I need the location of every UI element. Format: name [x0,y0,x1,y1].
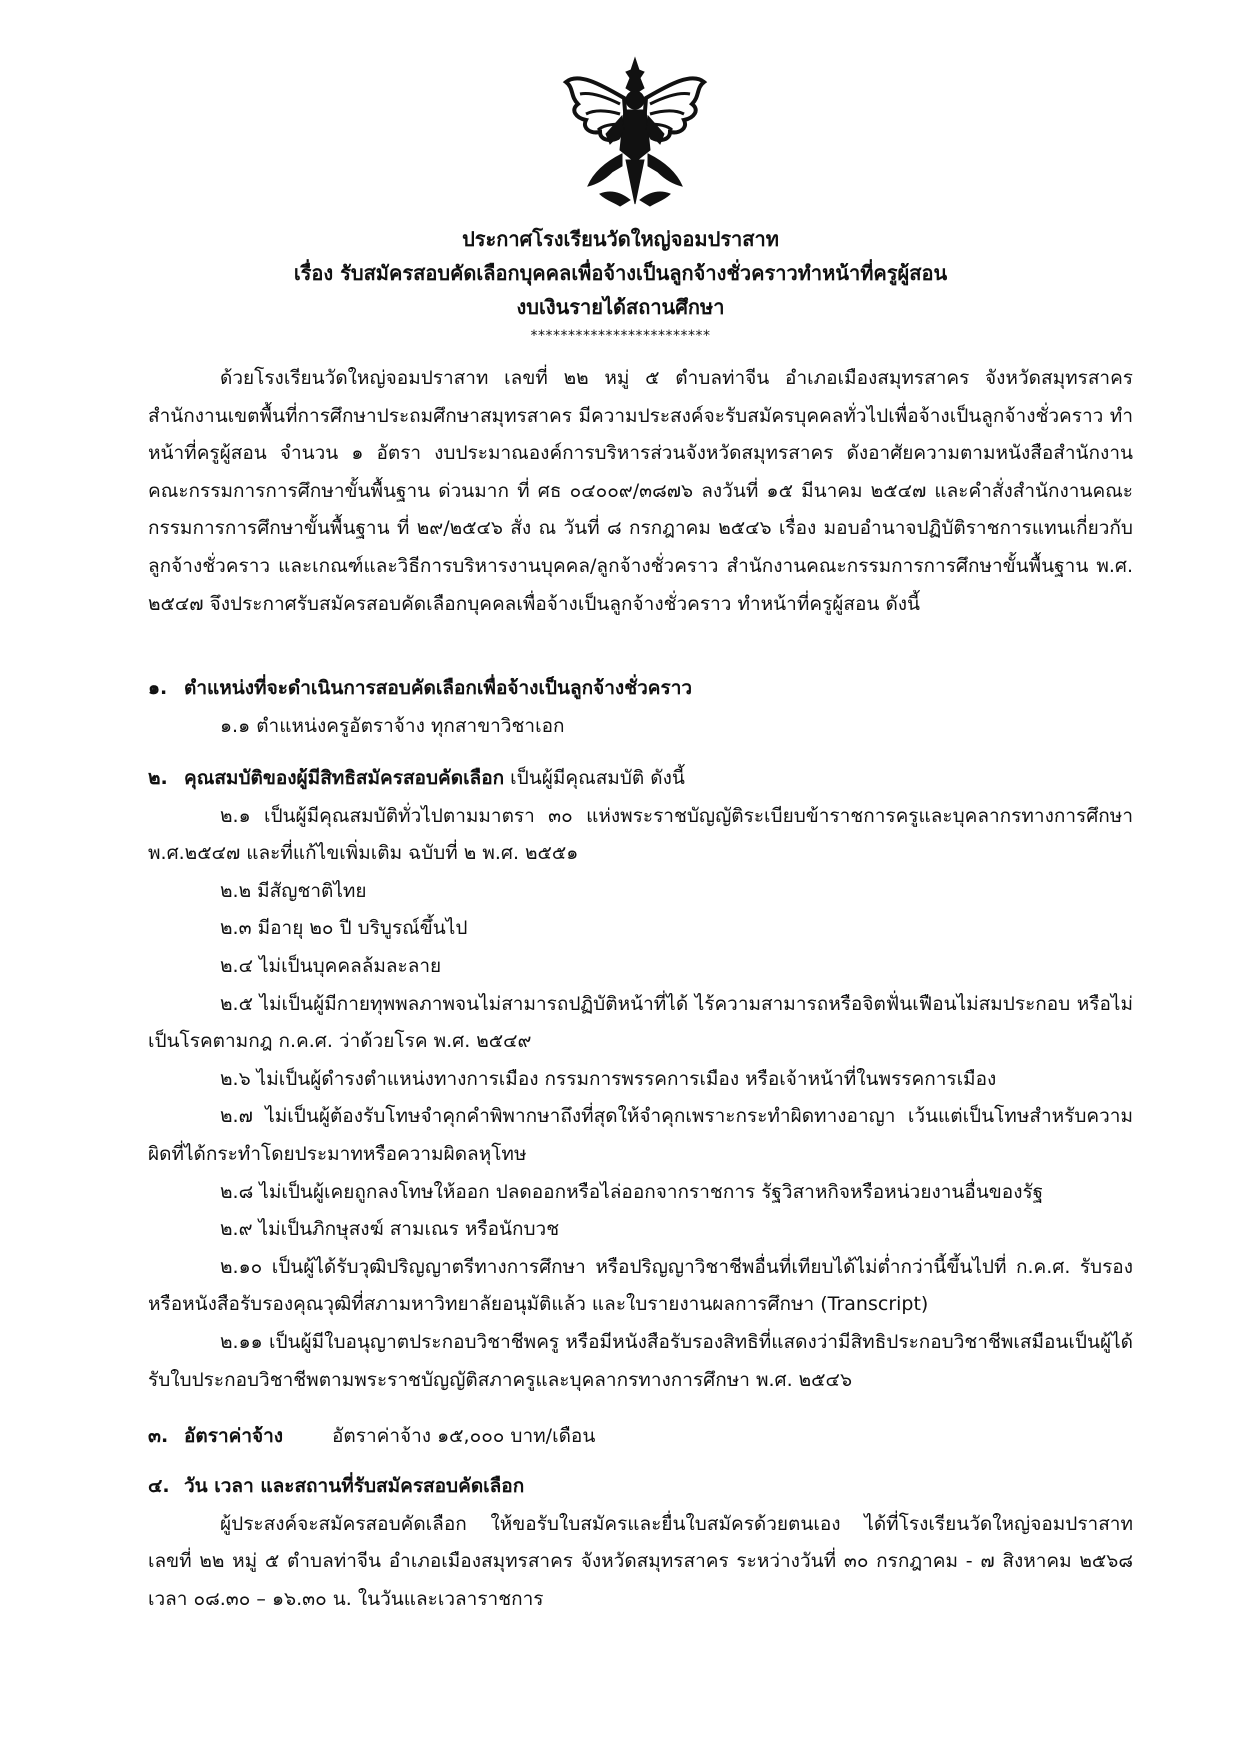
announcement-org-title: ประกาศโรงเรียนวัดใหญ่จอมปราสาท [462,227,779,251]
section-2-item: ๒.๓ มีอายุ ๒๐ ปี บริบูรณ์ขึ้นไป [220,917,468,940]
section-3 [148,1418,1133,1456]
section-4 [148,1468,1133,1618]
section-2 [148,760,1133,1399]
section-2-item: ๒.๑๐ เป็นผู้ได้รับวุฒิปริญญาตรีทางการศึกษา หรือปริญญาวิชาชีพอื่นที่เทียบได้ไม่ต่ำกว่านี้ขึ้นไปที่ ก.ค.ศ. รับรอง หรือหนังสือรับรองคุณวุฒิที่สภามหาวิทยาลัยอนุมัติแล้ว และใบรายงานผลการศึกษา (Transcript) [148,1255,1133,1316]
announcement-subject: เรื่อง รับสมัครสอบคัดเลือกบุคคลเพื่อจ้างเป็นลูกจ้างชั่วคราวทำหน้าที่ครูผู้สอน [293,261,948,285]
section-2-number: ๒. [148,767,168,789]
section-1-number: ๑. [148,677,168,699]
section-3-number: ๓. [148,1425,169,1447]
section-2-item: ๒.๕ ไม่เป็นผู้มีกายทุพพลภาพจนไม่สามารถปฏิบัติหน้าที่ได้ ไร้ความสามารถหรือจิตฟั่นเฟือนไม่สมประกอบ หรือไม่เป็นโรคตามกฎ ก.ค.ศ. ว่าด้วยโรค พ.ศ. ๒๕๔๙ [148,992,1133,1053]
section-2-title: คุณสมบัติของผู้มีสิทธิสมัครสอบคัดเลือก [184,767,505,789]
section-4-number: ๔. [148,1475,170,1497]
garuda-emblem-icon [560,54,710,214]
header-divider: ************************ [530,328,711,344]
section-1-title: ตำแหน่งที่จะดำเนินการสอบคัดเลือกเพื่อจ้างเป็นลูกจ้างชั่วคราว [184,677,693,699]
section-3-heading [148,1418,1133,1456]
announcement-budget-line: งบเงินรายได้สถานศึกษา [516,295,725,319]
section-4-text: ผู้ประสงค์จะสมัครสอบคัดเลือก ให้ขอรับใบสมัครและยื่นใบสมัครด้วยตนเอง ได้ที่โรงเรียนวัดใหญ่จอมปราสาท เลขที่ ๒๒ หมู่ ๕ ตำบลท่าจีน อำเภอเมืองสมุทรสาคร จังหวัดสมุทรสาคร ระหว่างวันที่ ๓๐ กรกฎาคม - ๗ สิงหาคม ๒๕๖๘ เวลา ๐๘.๓๐ – ๑๖.๓๐ น. ในวันและเวลาราชการ [148,1512,1133,1610]
section-2-item: ๒.๘ ไม่เป็นผู้เคยถูกลงโทษให้ออก ปลดออกหรือไล่ออกจากราชการ รัฐวิสาหกิจหรือหน่วยงานอื่นของรัฐ [220,1180,1044,1203]
section-2-title-suffix: เป็นผู้มีคุณสมบัติ ดังนี้ [504,767,685,789]
section-3-title: อัตราค่าจ้าง [184,1425,284,1447]
section-2-item: ๒.๗ ไม่เป็นผู้ต้องรับโทษจำคุกคำพิพากษาถึงที่สุดให้จำคุกเพราะกระทำผิดทางอาญา เว้นแต่เป็นโทษสำหรับความผิดที่ได้กระทำโดยประมาทหรือความผิดลหุโทษ [148,1105,1133,1165]
section-1 [148,670,1133,745]
section-4-title: วัน เวลา และสถานที่รับสมัครสอบคัดเลือก [184,1475,525,1497]
section-2-item: ๒.๒ มีสัญชาติไทย [220,879,367,902]
section-2-item: ๒.๖ ไม่เป็นผู้ดำรงตำแหน่งทางการเมือง กรรมการพรรคการเมือง หรือเจ้าหน้าที่ในพรรคการเมือง [220,1067,997,1090]
section-2-item: ๒.๑๑ เป็นผู้มีใบอนุญาตประกอบวิชาชีพครู หรือมีหนังสือรับรองสิทธิที่แสดงว่ามีสิทธิประกอบวิชาชีพเสมือนเป็นผู้ได้รับใบประกอบวิชาชีพตามพระราชบัญญัติสภาครูและบุคลากรทางการศึกษา พ.ศ. ๒๕๔๖ [148,1330,1133,1391]
section-2-item: ๒.๑ เป็นผู้มีคุณสมบัติทั่วไปตามมาตรา ๓๐ แห่งพระราชบัญญัติระเบียบข้าราชการครูและบุคลากรทางการศึกษา พ.ศ.๒๕๔๗ และที่แก้ไขเพิ่มเติม ฉบับที่ ๒ พ.ศ. ๒๕๕๑ [148,804,1133,865]
section-2-item: ๒.๙ ไม่เป็นภิกษุสงฆ์ สามเณร หรือนักบวช [220,1218,560,1241]
intro-paragraph: ด้วยโรงเรียนวัดใหญ่จอมปราสาท เลขที่ ๒๒ หมู่ ๕ ตำบลท่าจีน อำเภอเมืองสมุทรสาคร จังหวัดสมุทรสาคร สำนักงานเขตพื้นที่การศึกษาประถมศึกษาสมุทรสาคร มีความประสงค์จะรับสมัครบุคคลทั่วไปเพื่อจ้างเป็นลูกจ้างชั่วคราว ทำหน้าที่ครูผู้สอน จำนวน ๑ อัตรา งบประมาณองค์การบริหารส่วนจังหวัดสมุทรสาคร ดังอาศัยความตามหนังสือสำนักงานคณะกรรมการการศึกษาขั้นพื้นฐาน ด่วนมาก ที่ ศธ ๐๔๐๐๙/๓๘๗๖ ลงวันที่ ๑๕ มีนาคม ๒๕๔๗ และคำสั่งสำนักงานคณะกรรมการการศึกษาขั้นพื้นฐาน ที่ ๒๙/๒๕๔๖ สั่ง ณ วันที่ ๘ กรกฎาคม ๒๕๔๖ เรื่อง มอบอำนาจปฏิบัติราชการแทนเกี่ยวกับลูกจ้างชั่วคราว และเกณฑ์และวิธีการบริหารงานบุคคล/ลูกจ้างชั่วคราว สำนักงานคณะกรรมการการศึกษาขั้นพื้นฐาน พ.ศ. ๒๕๔๗ จึงประกาศรับสมัครสอบคัดเลือกบุคคลเพื่อจ้างเป็นลูกจ้างชั่วคราว ทำหน้าที่ครูผู้สอน ดังนี้ [148,367,1133,615]
wage-rate-value: อัตราค่าจ้าง ๑๕,๐๐๐ บาท/เดือน [332,1425,596,1447]
section-1-item: ๑.๑ ตำแหน่งครูอัตราจ้าง ทุกสาขาวิชาเอก [220,714,565,737]
intro-block [148,360,1133,623]
section-2-item: ๒.๔ ไม่เป็นบุคคลล้มละลาย [220,954,442,977]
section-1-heading [148,670,1133,708]
section-4-heading [148,1468,1133,1506]
section-2-heading [148,760,1133,798]
